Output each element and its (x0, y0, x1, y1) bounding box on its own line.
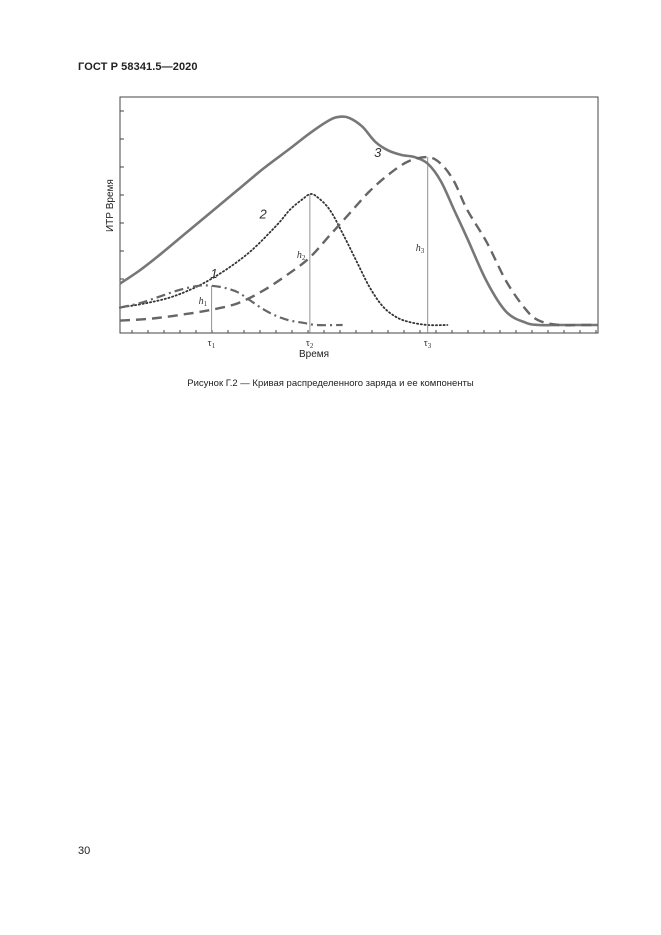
series-line-dotted (120, 194, 447, 325)
series-line-dashed (120, 157, 598, 325)
curve-label-3: 3 (374, 145, 382, 161)
page-number: 30 (78, 845, 91, 857)
marker-label-h1: $h_1$ (198, 295, 208, 308)
document-header: ГОСТ Р 58341.5—2020 (78, 61, 198, 73)
curve-label-2: 2 (259, 206, 267, 222)
marker-label-h3: $h_3$ (415, 243, 425, 256)
chart-svg (100, 92, 605, 362)
marker-label-h2: $h_2$ (296, 250, 306, 263)
x-tick-label-tau-3: $\tau_3$ (423, 338, 432, 350)
figure-caption: Рисунок Г.2 — Кривая распределенного заряда и ее компоненты (187, 378, 474, 389)
series-line-solid (120, 117, 598, 326)
y-axis-label: ИТР Время (105, 179, 116, 232)
x-axis-label: Время (299, 349, 330, 360)
marker-lines (199, 157, 428, 333)
x-tick-label-tau-2: $\tau_2$ (305, 338, 314, 350)
series-group (120, 117, 598, 326)
x-tick-label-tau-1: $\tau_1$ (207, 338, 216, 350)
curve-label-1: 1 (210, 265, 218, 281)
plot-frame (120, 97, 598, 333)
chart-figure (100, 92, 605, 362)
y-axis-ticks (120, 111, 124, 307)
